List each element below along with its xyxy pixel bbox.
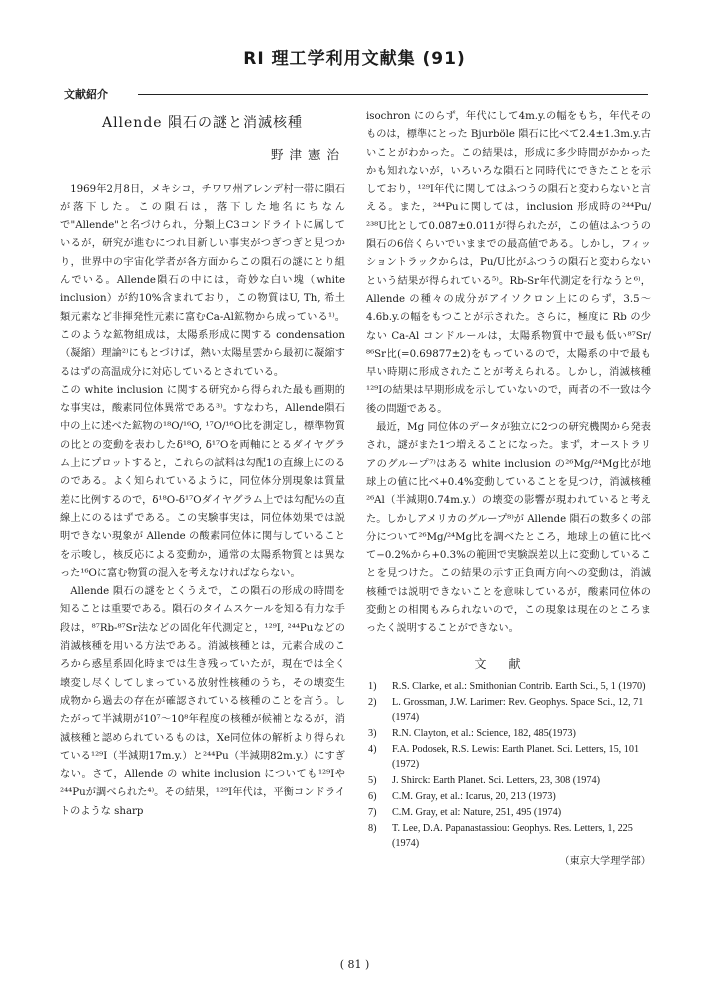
left-column bbox=[60, 108, 345, 821]
page-number: ( 81 ) bbox=[339, 958, 370, 971]
reference-item bbox=[366, 742, 651, 772]
reference-text: C.M. Gray, et al: Nature, 251, 495 (1974) bbox=[392, 806, 562, 818]
reference-number: 4) bbox=[368, 743, 377, 755]
author-affiliation: （東京大学理学部） bbox=[559, 855, 651, 867]
reference-text: T. Lee, D.A. Papanastassiou: Geophys. Res. Letters, 1, 225 (1974) bbox=[392, 822, 633, 849]
body-paragraph-1: 1969年2月8日，メキシコ，チワワ州アレンデ村一帯に隕石が落下した。この隕石は，落下した地名にちなんで"Allende"と名づけられ，分類上C3コンドライトに属しているが，研究が進むにつれ目新しい事実がつぎつぎと見つかり，世界中の宇宙化学者が各方面からこの隕石の謎にとり組んでいる。Allende隕石の中には，奇妙な白い塊（white inclusion）が約10%含まれており，この物質はU, Th, 希土類元素など非揮発性元素に富むCa-Al鉱物から成っている¹⁾。このような鉱物組成は，太陽系形成に関する condensation（凝縮）理論²⁾にもとづけば，熱い太陽星雲から最初に凝縮するはずの高温成分に対応しているとされている。 bbox=[60, 183, 345, 378]
reference-text: F.A. Podosek, R.S. Lewis: Earth Planet. Sci. Letters, 15, 101 (1972) bbox=[392, 743, 640, 770]
body-paragraph-2: この white inclusion に関する研究から得られた最も画期的な事実は，酸素同位体異常である³⁾。すなわち，Allende隕石中の上に述べた鉱物の¹⁸O/¹⁶O, ¹⁷O/¹⁶O比を測定し，標準物質の比との変動を表わしたδ¹⁸O, δ¹⁷Oを両軸にとるダイヤグラム上にプロットすると，これらの試料は勾配1の直線上にのるのである。よく知られているように，同位体分別現象は質量差に比例するので，δ¹⁸O-δ¹⁷Oダイヤグラム上では勾配½の直線上にのるはずである。この実験事実は，同位体効果では説明できない現象が Allende の酸素同位体に関与していることを示唆し，核反応による変動か，通常の太陽系物質とは異なった¹⁶Oに富む物質の混入を考えなければならない。 bbox=[60, 384, 345, 579]
reference-number: 5) bbox=[368, 774, 377, 786]
reference-number: 7) bbox=[368, 806, 377, 818]
references-list bbox=[366, 679, 651, 851]
body-paragraph-3: Allende 隕石の謎をとくうえで，この隕石の形成の時間を知ることは重要である。隕石のタイムスケールを知る有力な手段は，⁸⁷Rb-⁸⁷Sr法などの固化年代測定と，¹²⁹I, ²⁴⁴Puなどの消滅核種を用いる方法である。消滅核種とは，元素合成のころから惑星系固化時までは生き残っていたが，現在では全く壊変し尽くしてしまっている放射性核種のうち，その壊変生成物から過去の存在が確認されている核種のことを言う。したがって半減期が10⁷～10⁸年程度の核種が候補となるが，消滅核種と認められているものは，Xe同位体の解析より得られている¹²⁹I（半減期17m.y.）と²⁴⁴Pu（半減期82m.y.）にすぎない。さて，Allende の white inclusion についても¹²⁹Iや²⁴⁴Puが調べられた⁴⁾。その結果，¹²⁹I年代は，平衡コンドライトのような sharp bbox=[60, 586, 345, 817]
reference-item bbox=[366, 789, 651, 804]
journal-header: RI 理工学利用文献集 (91) bbox=[243, 49, 466, 69]
reference-number: 8) bbox=[368, 822, 377, 834]
reference-item bbox=[366, 695, 651, 725]
reference-item bbox=[366, 805, 651, 820]
reference-text: J. Shirck: Earth Planet. Sci. Letters, 23, 308 (1974) bbox=[392, 774, 600, 786]
references-heading: 文献 bbox=[474, 656, 543, 671]
body-paragraph-4: isochron にのらず，年代にして4m.y.の幅をもち，年代そのものは，標準にとった Bjurböle 隕石に比べて2.4±1.3m.y.古いことがわかった。この結果は，形成に多少時間がかかったかも知れないが，いろいろな隕石と同時代にできたことを示しており，¹²⁹I年代に関してはふつうの隕石と変わらないと言える。また，²⁴⁴Puに関しては，inclusion 形成時の²⁴⁴Pu/²³⁸U比として0.087±0.011が得られたが，この値はふつうの隕石の6倍くらいでいままでの最高値である。しかし，フィッショントラックからは，Pu/U比がふつうの隕石と変わらないという結果が得られている⁵⁾。Rb-Sr年代測定を行なうと⁶⁾，Allende の種々の成分がアイソクロン上にのらず，3.5～4.6b.y.の幅をもつことが示された。さらに，極度に Rb の少ない Ca-Al コンドルールは，太陽系物質中で最も低い⁸⁷Sr/⁸⁶Sr比(=0.69877±2)をもっているので，太陽系の中で最も早い時期に形成されたことが考えられる。しかし，消滅核種¹²⁹Iの結果は早期形成を示していないので，両者の不一致は今後の問題である。 bbox=[366, 111, 651, 415]
section-label: 文献紹介 bbox=[64, 88, 108, 101]
reference-text: R.S. Clarke, et al.: Smithonian Contrib. Earth Sci., 5, 1 (1970) bbox=[392, 680, 646, 692]
reference-number: 6) bbox=[368, 790, 377, 802]
reference-text: R.N. Clayton, et al.: Science, 182, 485(1973) bbox=[392, 727, 576, 739]
article-author: 野津憲治 bbox=[270, 147, 345, 163]
reference-item bbox=[366, 679, 651, 694]
reference-text: L. Grossman, J.W. Larimer: Rev. Geophys. Space Sci., 12, 71 (1974) bbox=[392, 696, 644, 723]
reference-number: 3) bbox=[368, 727, 377, 739]
body-paragraph-5: 最近，Mg 同位体のデータが独立に2つの研究機関から発表され，謎がまた1つ増えることになった。まず，オーストラリアのグループ⁷⁾はある white inclusion の²⁶Mg/²⁴Mg比が地球上の値に比べ+0.4%変動していることを見つけ，消滅核種²⁶Al（半減期0.74m.y.）の壊変の影響が現われていると考えた。しかしアメリカのグループ⁸⁾が Allende 隕石の数多くの部分について²⁶Mg/²⁴Mg比を調べたところ，地球上の値に比べて−0.2%から+0.3%の範囲で実験誤差以上に変動していることを見つけた。この結果の示す正負両方向への変動は，消滅核種では説明できないことを意味しているが，酸素同位体の変動との相関もみられないので，この現象は現在のところまったく説明することができない。 bbox=[366, 422, 651, 635]
reference-number: 1) bbox=[368, 680, 377, 692]
section-divider bbox=[138, 94, 648, 95]
reference-item bbox=[366, 726, 651, 741]
reference-text: C.M. Gray, et al.: Icarus, 20, 213 (1973) bbox=[392, 790, 556, 802]
reference-number: 2) bbox=[368, 696, 377, 708]
right-column bbox=[366, 108, 651, 871]
reference-item bbox=[366, 773, 651, 788]
article-title: Allende 隕石の謎と消滅核種 bbox=[101, 115, 304, 131]
reference-item bbox=[366, 821, 651, 851]
